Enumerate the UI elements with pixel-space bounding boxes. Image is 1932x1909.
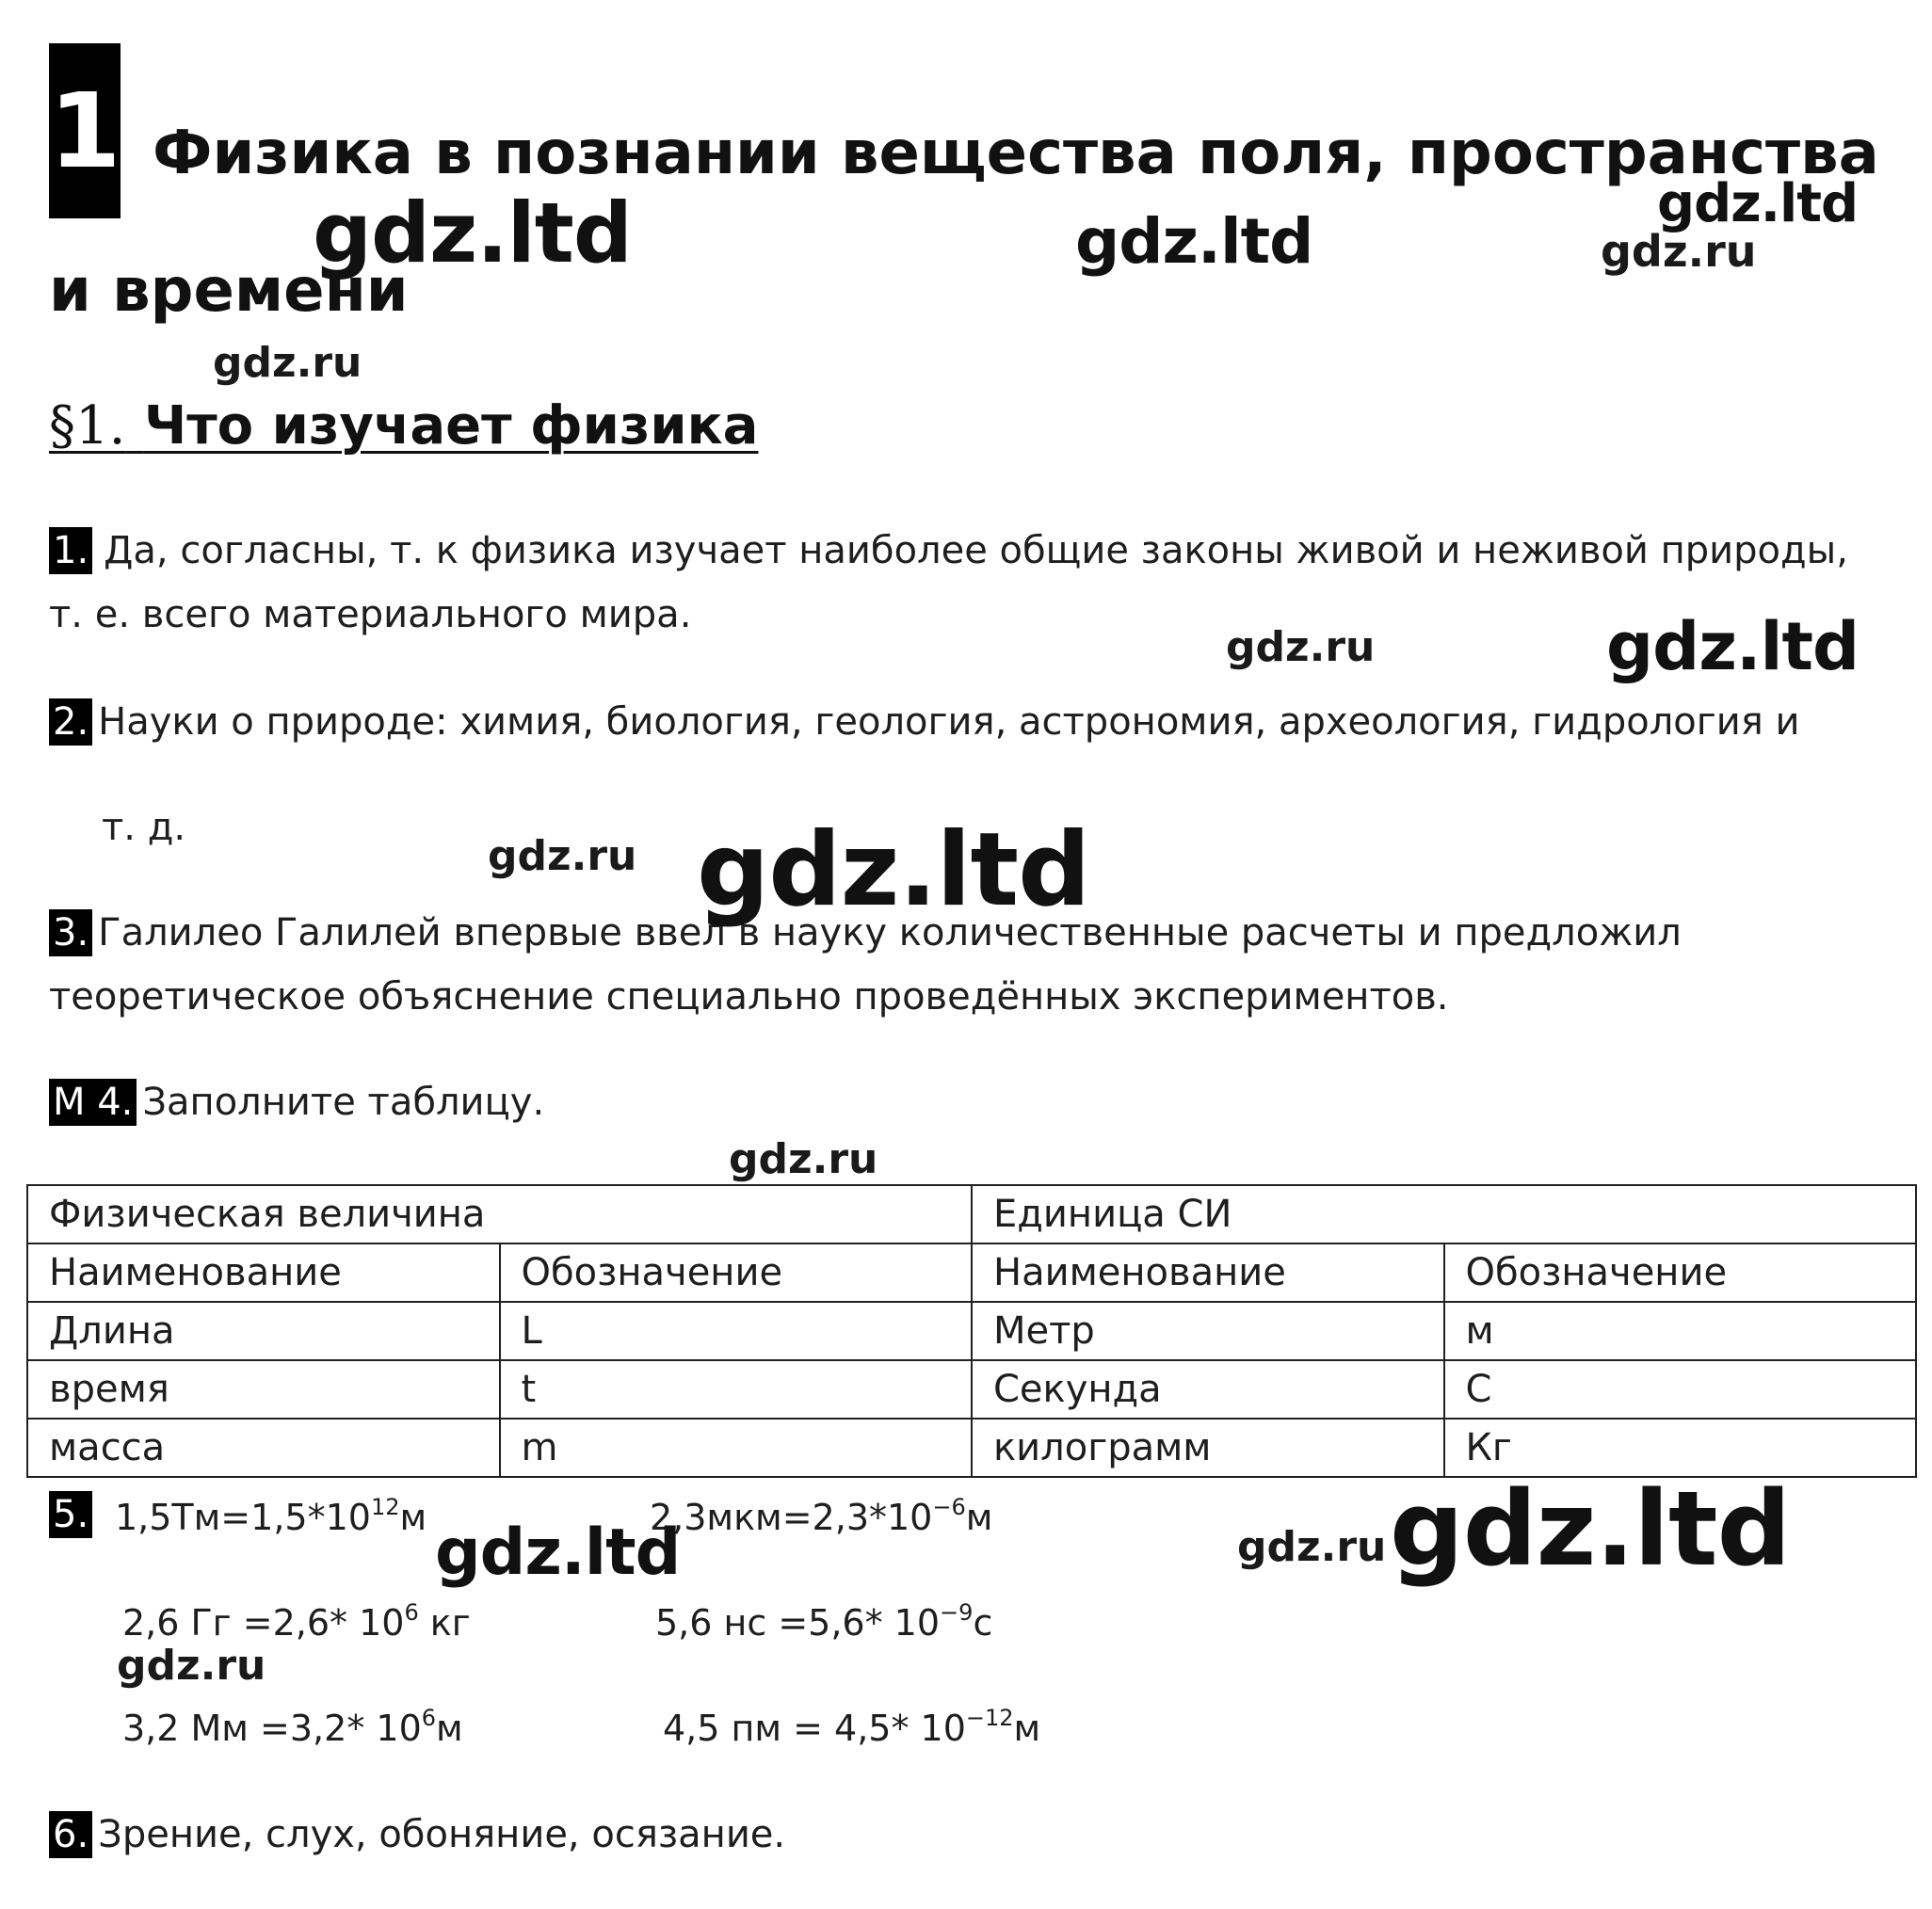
conversion: $1,5Тм=1,5*10^{12}м$ [115, 1494, 427, 1538]
watermark-gdz-ru: gdz.ru [1601, 226, 1757, 277]
table-cell: Длина [27, 1302, 500, 1360]
table-cell: С [1444, 1360, 1917, 1419]
watermark-gdz-ltd: gdz.ltd [1075, 205, 1313, 278]
table-cell: время [27, 1360, 500, 1419]
watermark-gdz-ltd: gdz.ltd [1390, 1468, 1791, 1589]
conversion: 5,6 нс =5,6* $10^{-9}с$ [655, 1599, 993, 1644]
table-row [27, 1302, 1916, 1360]
answer-6-text: Зрение, слух, обоняние, осязание. [98, 1813, 786, 1856]
table-sub-header: Наименование [972, 1243, 1444, 1302]
answer-4-text: Заполните таблицу. [142, 1081, 545, 1124]
table-group-header-row [27, 1185, 1916, 1243]
watermark-gdz-ru: gdz.ru [1226, 623, 1376, 671]
answer-2-number: 2. [49, 698, 92, 746]
answer-4 [49, 1079, 544, 1126]
answer-5-number-wrap [49, 1491, 104, 1538]
answer-2-line2: т. д. [102, 806, 186, 849]
table-cell: Кг [1444, 1419, 1917, 1477]
answer-3-number: 3. [49, 909, 92, 956]
answer-6-number: 6. [49, 1811, 92, 1858]
section-symbol: §1. [49, 395, 126, 457]
table-cell: м [1444, 1302, 1917, 1360]
chapter-title-line2: и времени [49, 256, 409, 326]
watermark-gdz-ltd: gdz.ltd [1657, 173, 1859, 234]
section-title-text: Что изучает физика [143, 395, 759, 457]
answer-2-line1 [49, 698, 1800, 746]
si-units-table [26, 1184, 1917, 1478]
table-sub-header-row [27, 1243, 1916, 1302]
watermark-gdz-ltd: gdz.ltd [697, 811, 1090, 929]
answer-4-number: М 4. [49, 1079, 137, 1126]
watermark-gdz-ru: gdz.ru [729, 1135, 878, 1183]
conversion: 4,5 пм = 4,5* $10^{-12}м$ [663, 1705, 1041, 1749]
table-sub-header: Обозначение [1444, 1243, 1917, 1302]
watermark-gdz-ltd: gdz.ltd [1606, 608, 1860, 685]
answer-6 [49, 1811, 785, 1858]
watermark-gdz-ru: gdz.ru [488, 832, 637, 880]
table-cell: Секунда [972, 1360, 1444, 1419]
watermark-gdz-ru: gdz.ru [117, 1642, 266, 1690]
table-group-header: Единица СИ [972, 1185, 1916, 1243]
answer-1-number: 1. [49, 527, 92, 574]
answer-1-line2: т. е. всего материального мира. [49, 593, 692, 636]
table-sub-header: Наименование [27, 1243, 500, 1302]
watermark-gdz-ru: gdz.ru [213, 339, 362, 387]
table-cell: L [500, 1302, 973, 1360]
conversion: $2,3мкм=2,3*10^{-6}м$ [650, 1494, 993, 1538]
answer-1-line1 [49, 527, 1848, 574]
section-title [49, 395, 758, 457]
answer-3-text: Галилео Галилей впервые ввел в науку количественные расчеты и предложил [98, 911, 1682, 954]
table-cell: m [500, 1419, 973, 1477]
table-group-header: Физическая величина [27, 1185, 972, 1243]
watermark-gdz-ltd: gdz.ltd [313, 184, 632, 281]
table-cell: t [500, 1360, 973, 1419]
chapter-title-line1: Физика в познании вещества поля, пространства [153, 119, 1879, 188]
table-row [27, 1360, 1916, 1419]
answer-2-text: Науки о природе: химия, биология, геология, астрономия, археология, гидрология и [98, 700, 1800, 744]
table-cell: килограмм [972, 1419, 1444, 1477]
table-sub-header: Обозначение [500, 1243, 973, 1302]
watermark-gdz-ltd: gdz.ltd [435, 1516, 681, 1590]
answer-3-line2: теоретическое объяснение специально проведённых экспериментов. [49, 975, 1449, 1019]
answer-1-text: Да, согласны, т. к физика изучает наиболее общие законы живой и неживой природы, [104, 529, 1848, 572]
table-cell: масса [27, 1419, 500, 1477]
table-cell: Метр [972, 1302, 1444, 1360]
answer-5-number: 5. [49, 1491, 92, 1538]
watermark-gdz-ru: gdz.ru [1237, 1523, 1387, 1571]
chapter-number: 1 [49, 43, 121, 218]
conversion: 2,6 Гг =2,6* $10^6$ кг [122, 1599, 471, 1644]
conversion: 3,2 Мм =3,2* $10^6м$ [122, 1705, 463, 1749]
